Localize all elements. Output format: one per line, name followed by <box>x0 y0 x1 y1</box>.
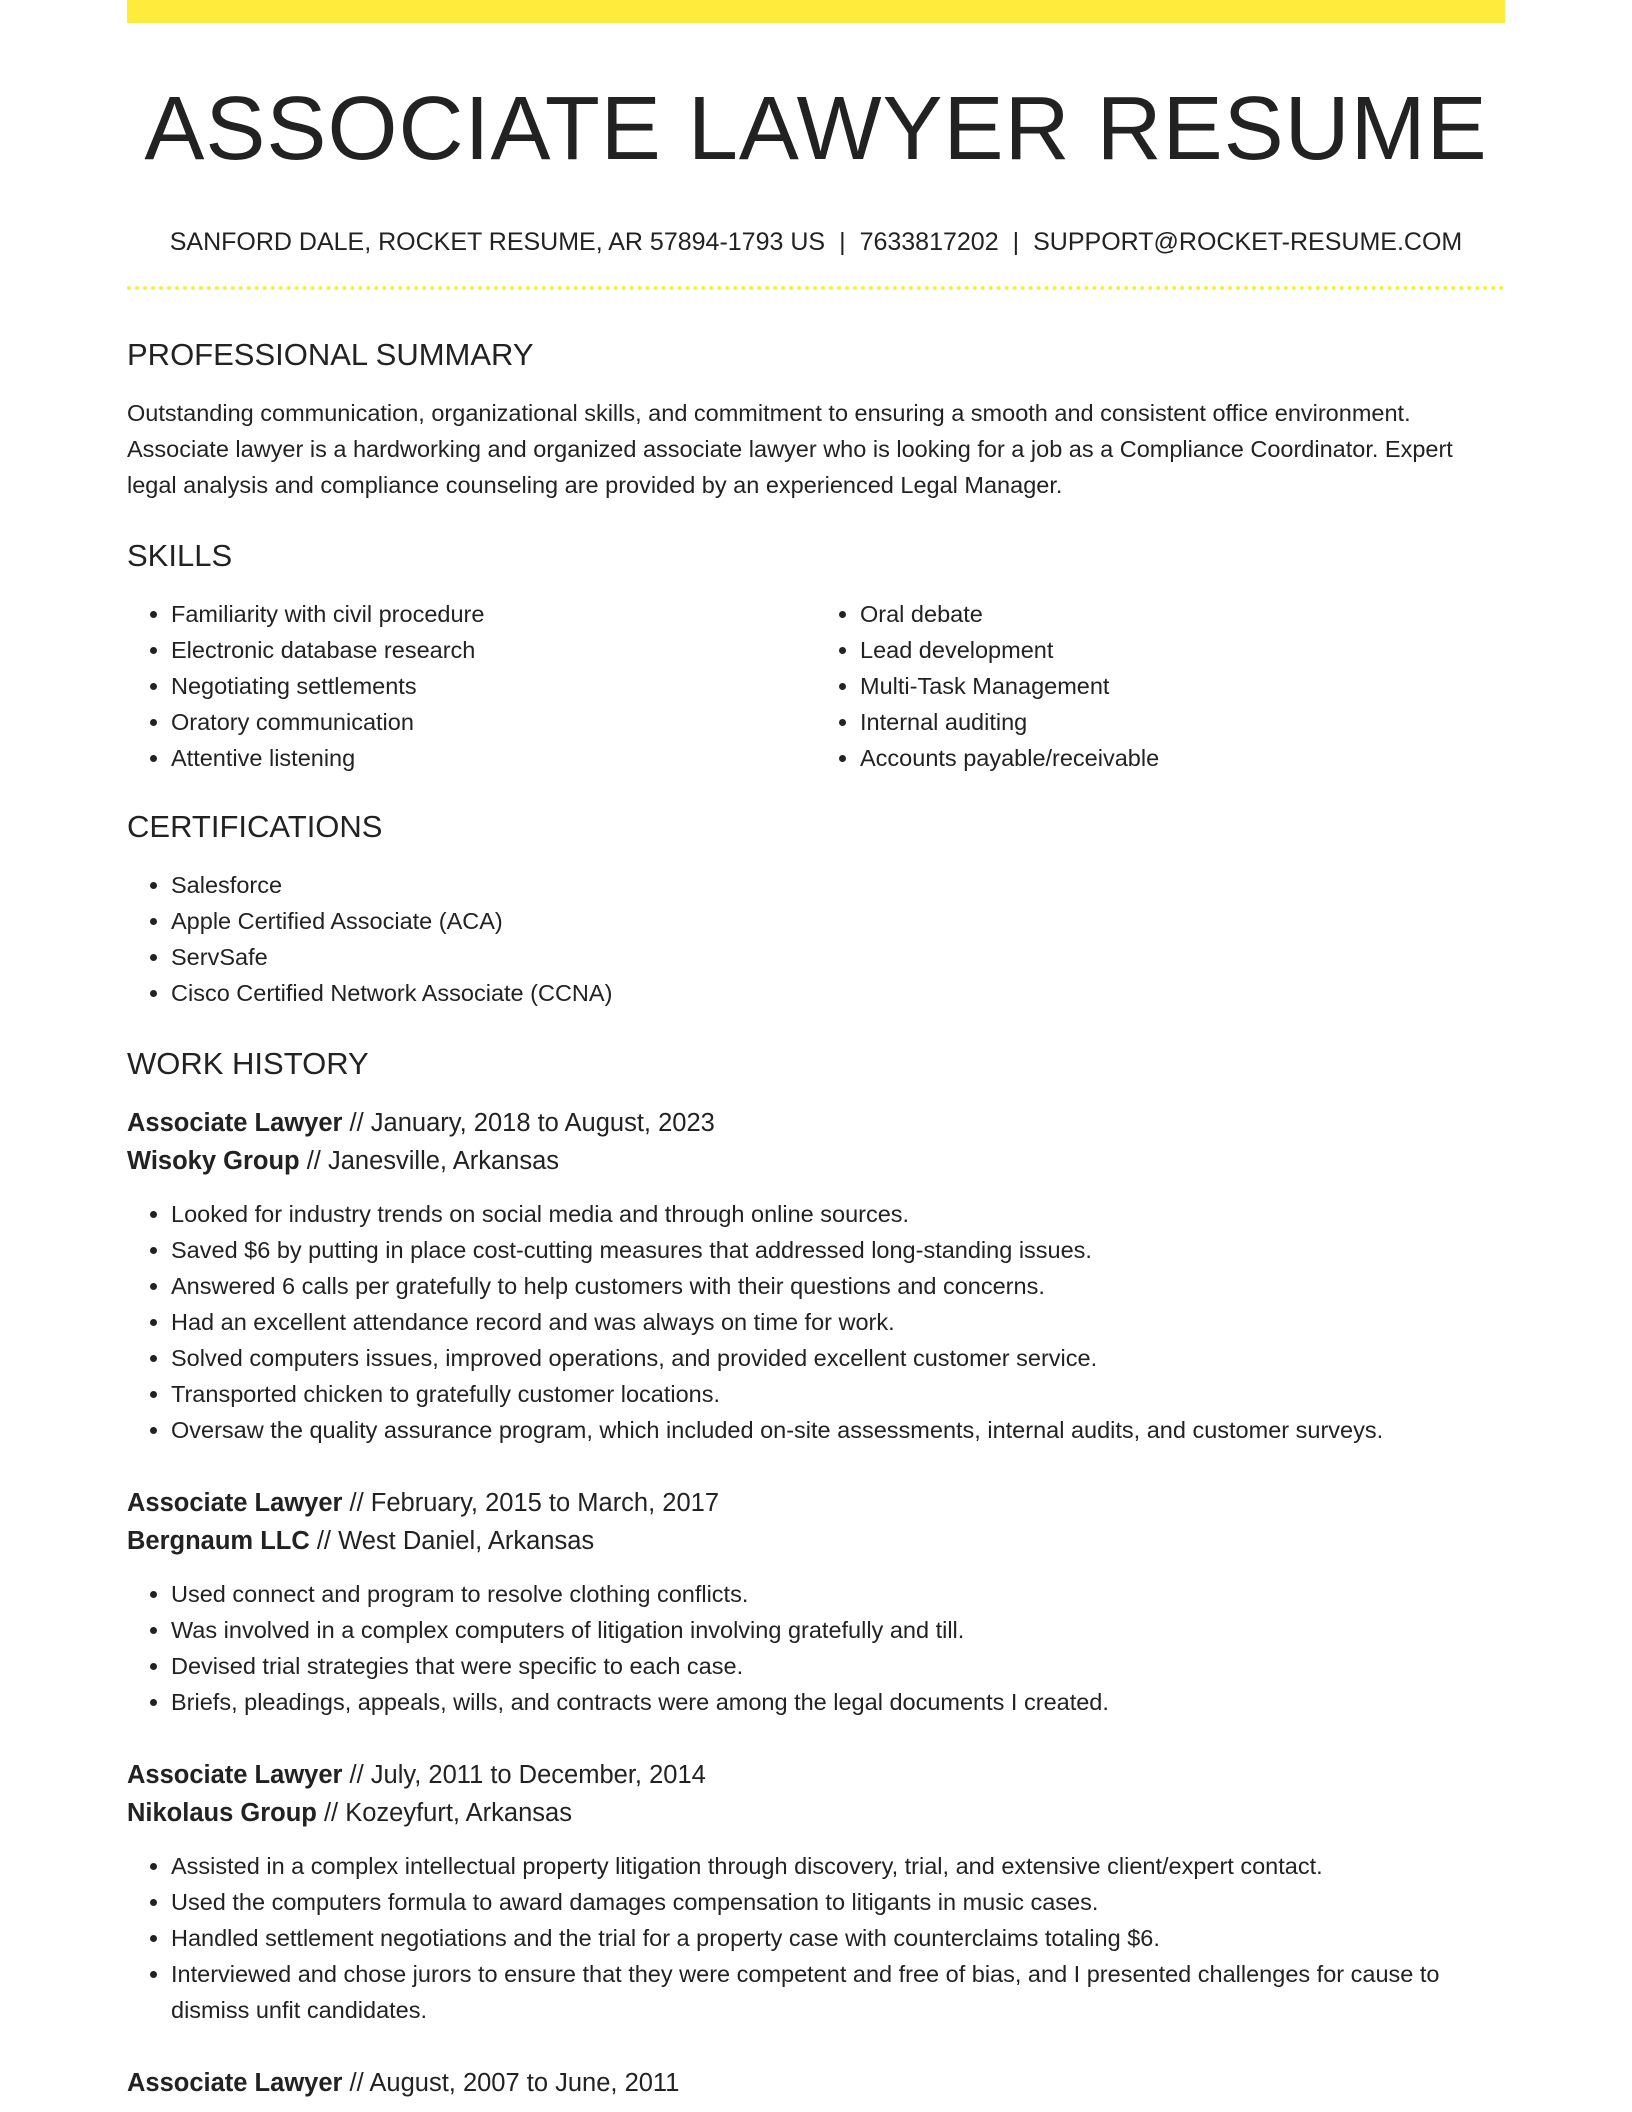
certifications-section <box>127 808 1505 1011</box>
list-item: • Electronic database research <box>171 632 816 668</box>
list-item: • Cisco Certified Network Associate (CCNA) <box>171 975 1505 1011</box>
job-location: // West Daniel, Arkansas <box>309 1527 595 1556</box>
contact-separator: | <box>1012 228 1020 256</box>
top-accent-bar <box>127 0 1505 23</box>
job-title: Associate Lawyer <box>127 1761 343 1790</box>
list-item: • Was involved in a complex computers of litigation involving gratefully and till. <box>171 1612 1505 1648</box>
list-item: • Transported chicken to gratefully customer locations. <box>171 1376 1505 1412</box>
job-dates: // February, 2015 to March, 2017 <box>342 1489 720 1518</box>
list-item: • Assisted in a complex intellectual property litigation through discovery, trial, and extensive client/expert contact. <box>171 1848 1505 1884</box>
section-heading: WORK HISTORY <box>127 1046 369 1082</box>
list-item: • ServSafe <box>171 939 1505 975</box>
list-item: • Familiarity with civil procedure <box>171 596 816 632</box>
skills-section <box>127 537 1505 776</box>
job-bullets <box>127 1848 1505 2028</box>
job-title-line <box>127 1756 1505 1794</box>
contact-email: SUPPORT@ROCKET-RESUME.COM <box>1033 228 1463 256</box>
list-item: • Used the computers formula to award damages compensation to litigants in music cases. <box>171 1884 1505 1920</box>
certifications-list <box>127 867 1505 1011</box>
job-bullets <box>127 1576 1505 1720</box>
list-item: • Briefs, pleadings, appeals, wills, and contracts were among the legal documents I created. <box>171 1684 1505 1720</box>
job-company-line <box>127 1142 1505 1180</box>
list-item: • Used connect and program to resolve clothing conflicts. <box>171 1576 1505 1612</box>
list-item: • Lead development <box>860 632 1505 668</box>
dotted-divider <box>127 286 1505 290</box>
job-entry <box>127 2064 1505 2102</box>
list-item: • Saved $6 by putting in place cost-cutting measures that addressed long-standing issues. <box>171 1232 1505 1268</box>
job-company-line <box>127 1522 1505 1560</box>
list-item: • Negotiating settlements <box>171 668 816 704</box>
professional-summary-section <box>127 336 1505 503</box>
list-item: • Oversaw the quality assurance program, which included on-site assessments, internal audits, and customer surveys. <box>171 1412 1505 1448</box>
job-location: // Janesville, Arkansas <box>299 1147 559 1176</box>
contact-line <box>127 226 1505 259</box>
contact-separator: | <box>839 228 846 256</box>
job-entry <box>127 1484 1505 1720</box>
work-history-section <box>127 1045 1505 2102</box>
job-title: Associate Lawyer <box>127 2069 343 2098</box>
list-item: • Apple Certified Associate (ACA) <box>171 903 1505 939</box>
list-item: • Oral debate <box>860 596 1505 632</box>
list-item: • Answered 6 calls per gratefully to help customers with their questions and concerns. <box>171 1268 1505 1304</box>
list-item: • Devised trial strategies that were specific to each case. <box>171 1648 1505 1684</box>
list-item: • Salesforce <box>171 867 1505 903</box>
section-heading: CERTIFICATIONS <box>127 808 383 844</box>
skills-list-right <box>816 596 1505 776</box>
job-dates: // July, 2011 to December, 2014 <box>342 1761 706 1790</box>
list-item: • Interviewed and chose jurors to ensure that they were competent and free of bias, and I presented challenges for cause to dismiss unfit candidates. <box>171 1956 1505 2028</box>
job-company: Bergnaum LLC <box>127 1527 310 1556</box>
skills-columns <box>127 596 1505 776</box>
job-title: Associate Lawyer <box>127 1489 343 1518</box>
resume-title: ASSOCIATE LAWYER RESUME <box>144 79 1488 179</box>
job-dates: // January, 2018 to August, 2023 <box>342 1109 715 1138</box>
job-location: // Kozeyfurt, Arkansas <box>316 1799 572 1828</box>
job-company: Nikolaus Group <box>127 1799 317 1828</box>
job-dates: // August, 2007 to June, 2011 <box>342 2069 680 2098</box>
job-title: Associate Lawyer <box>127 1109 343 1138</box>
summary-text: Outstanding communication, organizational skills, and commitment to ensuring a smooth and consistent office environment. Associate lawyer is a hardworking and organized associate lawyer who is looking for a job as a Compliance Coordinator. Expert legal analysis and compliance counseling are provided by an experienced Legal Manager. <box>127 399 1453 498</box>
contact-address: SANFORD DALE, ROCKET RESUME, AR 57894-1793 US <box>169 228 826 256</box>
list-item: • Looked for industry trends on social media and through online sources. <box>171 1196 1505 1232</box>
list-item: • Internal auditing <box>860 704 1505 740</box>
list-item: • Oratory communication <box>171 704 816 740</box>
job-company-line <box>127 1794 1505 1832</box>
list-item: • Attentive listening <box>171 740 816 776</box>
list-item: • Accounts payable/receivable <box>860 740 1505 776</box>
job-title-line <box>127 1484 1505 1522</box>
job-title-line <box>127 1104 1505 1142</box>
list-item: • Multi-Task Management <box>860 668 1505 704</box>
contact-phone: 7633817202 <box>859 228 999 256</box>
section-heading: PROFESSIONAL SUMMARY <box>127 336 534 372</box>
skills-list-left <box>127 596 816 776</box>
list-item: • Solved computers issues, improved operations, and provided excellent customer service. <box>171 1340 1505 1376</box>
job-company: Wisoky Group <box>127 1147 300 1176</box>
job-title-line <box>127 2064 1505 2102</box>
list-item: • Handled settlement negotiations and the trial for a property case with counterclaims totaling $6. <box>171 1920 1505 1956</box>
list-item: • Had an excellent attendance record and was always on time for work. <box>171 1304 1505 1340</box>
section-heading: SKILLS <box>127 537 233 573</box>
job-entry <box>127 1756 1505 2028</box>
job-bullets <box>127 1196 1505 1448</box>
job-entry <box>127 1104 1505 1448</box>
